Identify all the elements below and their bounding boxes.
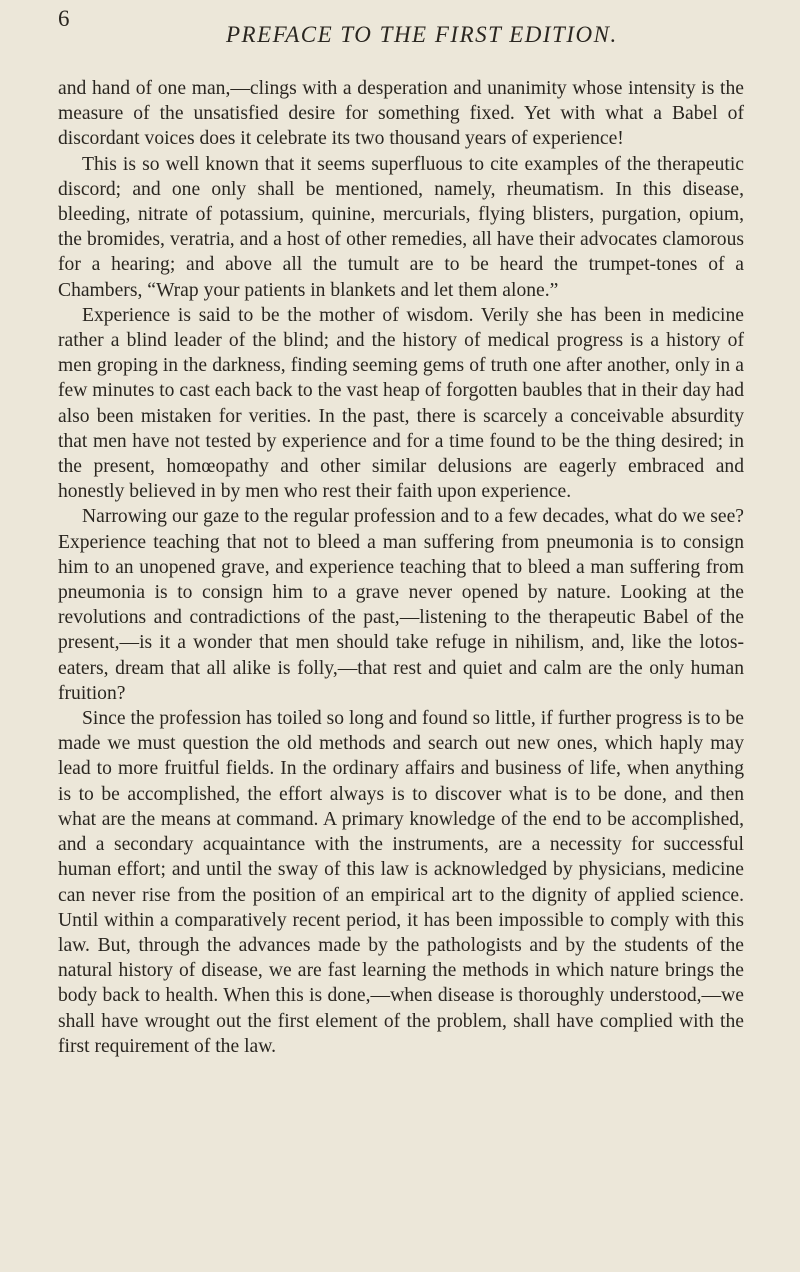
paragraph: Since the profession has toiled so long and found so little, if further progress is to be made we must question the old methods and search out new ones, which haply may lead to more fruitful fields. In the ordinary affairs and business of life, when anything is to be accomplished, the effort always is to discover what is to be done, and then what are the means at command. A primary knowledge of the end to be accomplished, and a secondary acquaintance with the instruments, are a necessity for successful human effort; and until the sway of this law is acknowledged by physicians, medicine can never rise from the position of an empirical art to the dignity of applied science. Until within a comparatively recent period, it has been impossible to comply with this law. But, through the advances made by the pathologists and by the students of the natural history of disease, we are fast learning the methods in which nature brings the body back to health. When this is done,—when disease is thoroughly understood,—we shall have wrought out the first element of the problem, shall have complied with the first requirement of the law. — [58, 708, 744, 1057]
page-number: 6 — [58, 6, 70, 31]
paragraph: and hand of one man,—clings with a desperation and unanimity whose intensity is the measure of the unsatisfied desire for something fixed. Yet with what a Babel of discordant voices does it celebrate its two thousand years of experience! — [58, 78, 744, 150]
running-head: PREFACE TO THE FIRST EDITION. — [226, 22, 618, 47]
paragraph: Experience is said to be the mother of wisdom. Verily she has been in medicine rather a blind leader of the blind; and the history of medical progress is a history of men groping in the darkness, finding seeming gems of truth one after another, only in a few minutes to cast each back to the vast heap of forgotten baubles that in their day had also been mistaken for verities. In the past, there is scarcely a conceivable absurdity that men have not tested by experience and for a time found to be the thing desired; in the present, homœopathy and other similar delusions are eagerly embraced and honestly believed in by men who rest their faith upon experience. — [58, 304, 744, 503]
body-text — [58, 76, 744, 1059]
paragraph: Narrowing our gaze to the regular profession and to a few decades, what do we see? Experience teaching that not to bleed a man suffering from pneumonia is to consign him to an unopened grave, and experience teaching that to bleed a man suffering from pneumonia is to consign him to a grave never opened by nature. Looking at the revolutions and contradictions of the past,—listening to the therapeutic Babel of the present,—is it a wonder that men should take refuge in nihilism, and, like the lotos-eaters, dream that all alike is folly,—that rest and quiet and calm are the only human fruition? — [58, 506, 744, 704]
paragraph: This is so well known that it seems superfluous to cite examples of the therapeutic discord; and one only shall be mentioned, namely, rheumatism. In this disease, bleeding, nitrate of potassium, quinine, mercurials, flying blisters, purgation, opium, the bromides, veratria, and a host of other remedies, all have their advocates clamorous for a hearing; and above all the tumult are to be heard the trumpet-tones of a Chambers, “Wrap your patients in blankets and let them alone.” — [58, 153, 744, 301]
